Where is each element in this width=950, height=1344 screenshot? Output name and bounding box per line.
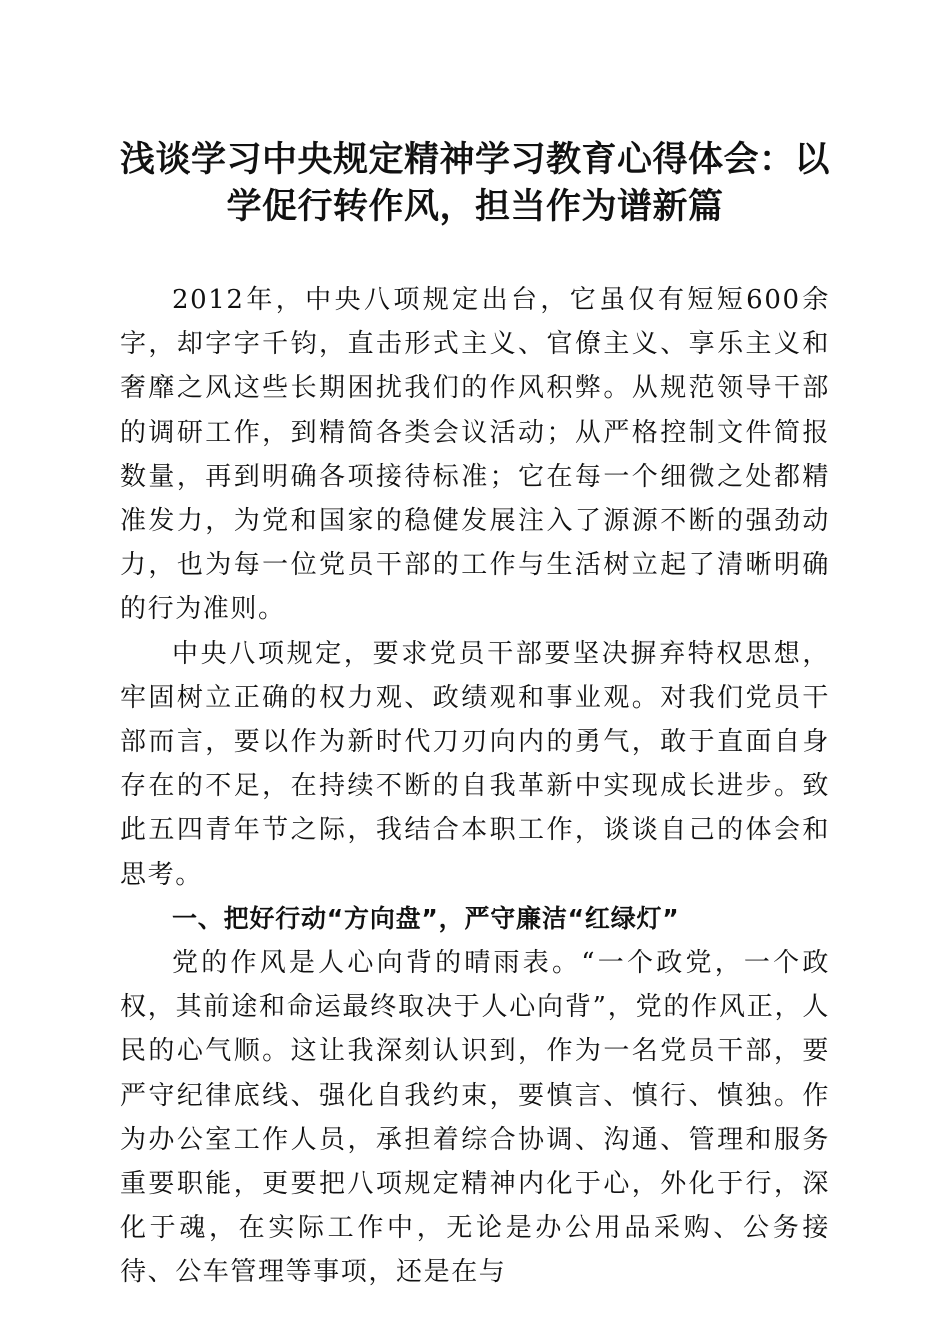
document-title: [100, 136, 850, 230]
title-line-2: 学促行转作风，担当作为谱新篇: [226, 186, 724, 227]
paragraph-requirements: 中央八项规定，要求党员干部要坚决摒弃特权思想，牢固树立正确的权力观、政绩观和事业观。对我们党员干部而言，要以作为新时代刀刃向内的勇气，敢于直面自身存在的不足，在持续不断的自我革新中实现成长进步。致此五四青年节之际，我结合本职工作，谈谈自己的体会和思考。: [120, 638, 830, 890]
paragraph-intro: 2012年，中央八项规定出台，它虽仅有短短600余字，却字字千钧，直击形式主义、官僚主义、享乐主义和奢靡之风这些长期困扰我们的作风积弊。从规范领导干部的调研工作，到精简各类会议活动；从严格控制文件简报数量，再到明确各项接待标准；它在每一个细微之处都精准发力，为党和国家的稳健发展注入了源源不断的强劲动力，也为每一位党员干部的工作与生活树立起了清晰明确的行为准则。: [120, 285, 830, 625]
paragraph-section-1: 党的作风是人心向背的晴雨表。“一个政党，一个政权，其前途和命运最终取决于人心向背”，党的作风正，人民的心气顺。这让我深刻认识到，作为一名党员干部，要严守纪律底线、强化自我约束，要慎言、慎行、慎独。作为办公室工作人员，承担着综合协调、沟通、管理和服务重要职能，更要把八项规定精神内化于心，外化于行，深化于魂，在实际工作中，无论是办公用品采购、公务接待、公车管理等事项，还是在与: [120, 948, 830, 1288]
document-body: [120, 278, 830, 1295]
title-line-1: 浅谈学习中央规定精神学习教育心得体会：以: [119, 139, 830, 180]
section-heading: 一、把好行动“方向盘”，严守廉洁“红绿灯”: [172, 903, 680, 933]
